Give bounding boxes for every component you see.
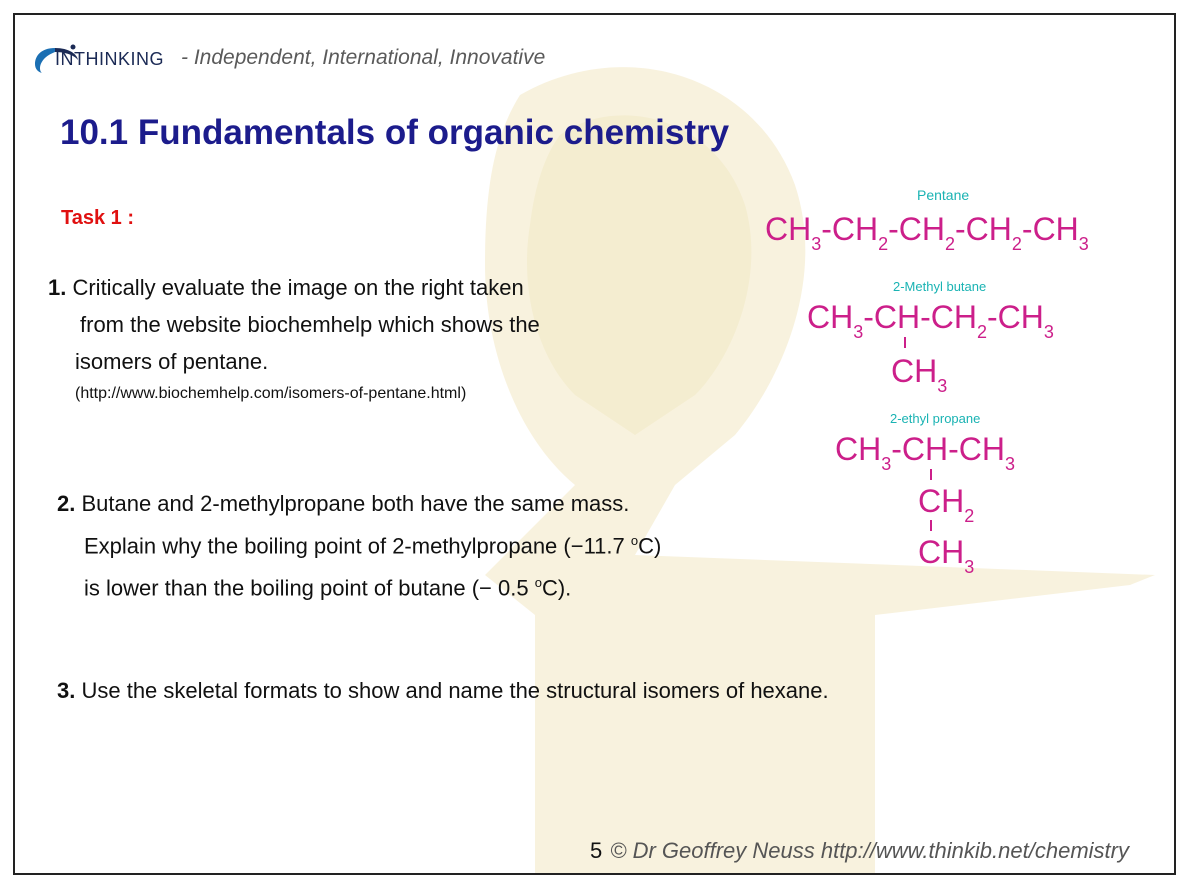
question-2	[57, 485, 661, 607]
task-label: Task 1 :	[61, 207, 134, 229]
page-number: 5	[590, 838, 603, 863]
copyright: © Dr Geoffrey Neuss http://www.thinkib.net/chemistry	[610, 838, 1129, 863]
formula-ethylpropane-branch-1: $CH_2$	[918, 483, 975, 526]
pentane-isomers-image	[755, 170, 1175, 590]
question-text: Explain why the boiling point of 2-methylpropane (−11.7	[84, 533, 631, 559]
question-text: isomers of pentane.	[75, 349, 269, 374]
page-title: 10.1 Fundamentals of organic chemistry	[60, 113, 730, 152]
slide	[13, 13, 1176, 875]
degree-superscript: o	[630, 533, 639, 548]
question-text: Butane and 2-methylpropane both have the same mass.	[75, 491, 630, 516]
formula-methylbutane-branch: $CH_3$	[891, 353, 948, 396]
question-3	[57, 672, 829, 709]
formula-methylbutane-main: $CH_3-CH-CH_2-CH_3$	[807, 299, 1054, 342]
formula-ethylpropane-main: $CH_3-CH-CH_3$	[835, 431, 1015, 474]
question-text: from the website biochemhelp which shows the	[80, 312, 540, 337]
degree-superscript: o	[534, 575, 542, 591]
isomer-label-ethylpropane: 2-ethyl propane	[890, 411, 981, 426]
isomer-label-methylbutane: 2-Methyl butane	[893, 279, 987, 294]
formula-ethylpropane-branch-2: $CH_3$	[918, 534, 975, 577]
logo-wordmark: INTHINKING	[55, 49, 165, 69]
question-text: C)	[638, 533, 662, 559]
question-text: is lower than the boiling point of butane (− 0.5	[84, 575, 535, 601]
isomer-label-pentane: Pentane	[917, 187, 970, 203]
source-url: (http://www.biochemhelp.com/isomers-of-pentane.html)	[75, 385, 467, 402]
footer	[590, 838, 1129, 864]
formula-pentane: $CH_3-CH_2-CH_2-CH_2-CH_3$	[765, 211, 1089, 254]
question-text: C).	[541, 575, 572, 601]
question-number: 2.	[57, 491, 76, 516]
question-number: 1.	[48, 275, 67, 300]
question-number: 3.	[57, 678, 76, 703]
question-text: Critically evaluate the image on the right taken	[66, 275, 524, 300]
tagline: - Independent, International, Innovative	[181, 46, 546, 69]
brand-logo	[33, 43, 203, 75]
question-text: Use the skeletal formats to show and name the structural isomers of hexane.	[75, 678, 829, 703]
question-1	[48, 269, 540, 406]
